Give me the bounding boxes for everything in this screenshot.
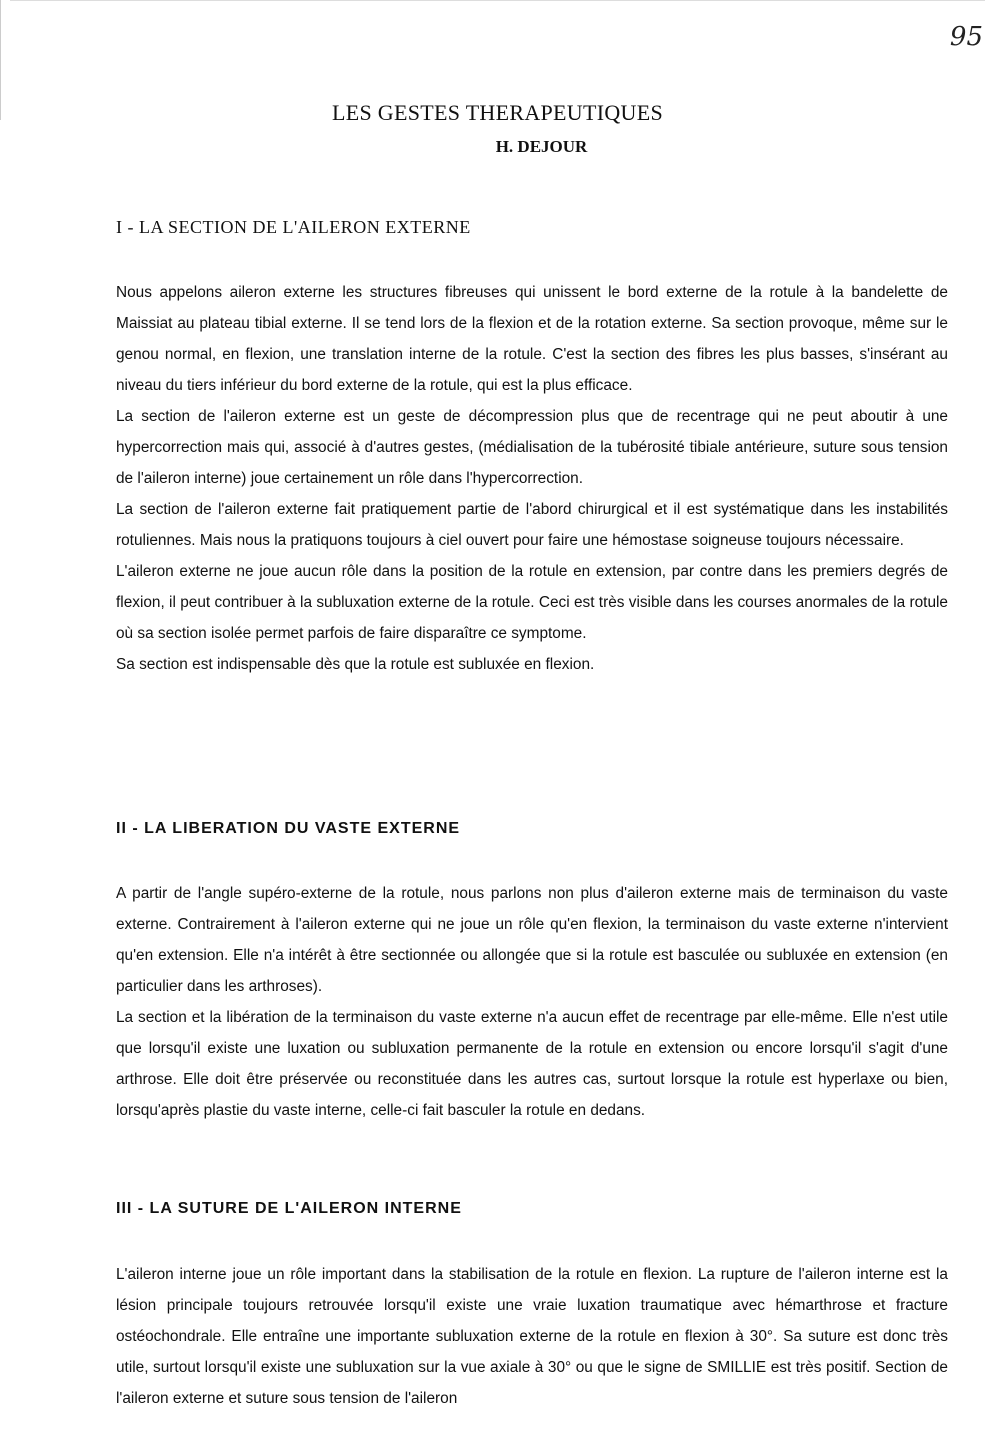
section1-body bbox=[116, 277, 948, 680]
page-number: 95 bbox=[949, 22, 983, 52]
section2-body bbox=[116, 878, 948, 1126]
section1-paragraph: Nous appelons aileron externe les structures fibreuses qui unissent le bord externe de la rotule à la bandelette de Maissiat au plateau tibial externe. Il se tend lors de la flexion et de la rotation externe. Sa section provoque, même sur le genou normal, en flexion, une translation interne de la rotule. C'est la section des fibres les plus basses, s'insérant au niveau du tiers inférieur du bord externe de la rotule, qui est la plus efficace. bbox=[116, 284, 948, 394]
section1-paragraph: L'aileron externe ne joue aucun rôle dans la position de la rotule en extension, par contre dans les premiers degrés de flexion, il peut contribuer à la subluxation externe de la rotule. Ceci est très visible dans les courses anormales de la rotule où sa section isolée permet parfois de faire disparaître ce symptome. bbox=[116, 563, 948, 642]
scan-edge-top bbox=[10, 0, 985, 1]
section2-heading: II - LA LIBERATION DU VASTE EXTERNE bbox=[116, 820, 461, 837]
section2-paragraph: A partir de l'angle supéro-externe de la rotule, nous parlons non plus d'aileron externe mais de terminaison du vaste externe. Contrairement à l'aileron externe qui ne joue un rôle qu'en flexion, la terminaison du vaste externe n'intervient qu'en extension. Elle n'a intérêt à être sectionnée ou allongée que si la rotule est basculée ou subluxée en extension (en particulier dans les arthroses). bbox=[116, 885, 948, 995]
document-title: LES GESTES THERAPEUTIQUES bbox=[332, 100, 663, 125]
section3-paragraph: L'aileron interne joue un rôle important dans la stabilisation de la rotule en flexion. La rupture de l'aileron interne est la lésion principale toujours retrouvée lorsqu'il existe une vraie luxation traumatique avec hémarthrose et fracture ostéochondrale. Elle entraîne une importante subluxation externe de la rotule en flexion à 30°. Sa suture est donc très utile, surtout lorsqu'il existe une subluxation sur la vue axiale à 30° ou que le signe de SMILLIE est très positif. Section de l'aileron externe et suture sous tension de l'aileron bbox=[116, 1266, 948, 1407]
section3-body bbox=[116, 1259, 948, 1414]
section3-heading: III - LA SUTURE DE L'AILERON INTERNE bbox=[116, 1200, 462, 1217]
section1-heading: I - LA SECTION DE L'AILERON EXTERNE bbox=[116, 217, 471, 237]
section1-paragraph: Sa section est indispensable dès que la rotule est subluxée en flexion. bbox=[116, 656, 595, 673]
section2-paragraph: La section et la libération de la terminaison du vaste externe n'a aucun effet de recentrage par elle-même. Elle n'est utile que lorsqu'il existe une luxation ou subluxation permanente de la rotule en extension ou encore lorsqu'il s'agit d'une arthrose. Elle doit être préservée ou reconstituée dans les autres cas, surtout lorsque la rotule est hyperlaxe ou bien, lorsqu'après plastie du vaste interne, celle-ci fait basculer la rotule en dedans. bbox=[116, 1009, 948, 1119]
section1-paragraph: La section de l'aileron externe fait pratiquement partie de l'abord chirurgical et il est systématique dans les instabilités rotuliennes. Mais nous la pratiquons toujours à ciel ouvert pour faire une hémostase soigneuse toujours nécessaire. bbox=[116, 501, 948, 549]
section1-paragraph: La section de l'aileron externe est un geste de décompression plus que de recentrage qui ne peut aboutir à une hypercorrection mais qui, associé à d'autres gestes, (médialisation de la tubérosité tibiale antérieure, suture sous tension de l'aileron interne) joue certainement un rôle dans l'hypercorrection. bbox=[116, 408, 948, 487]
document-author: H. DEJOUR bbox=[495, 137, 588, 156]
